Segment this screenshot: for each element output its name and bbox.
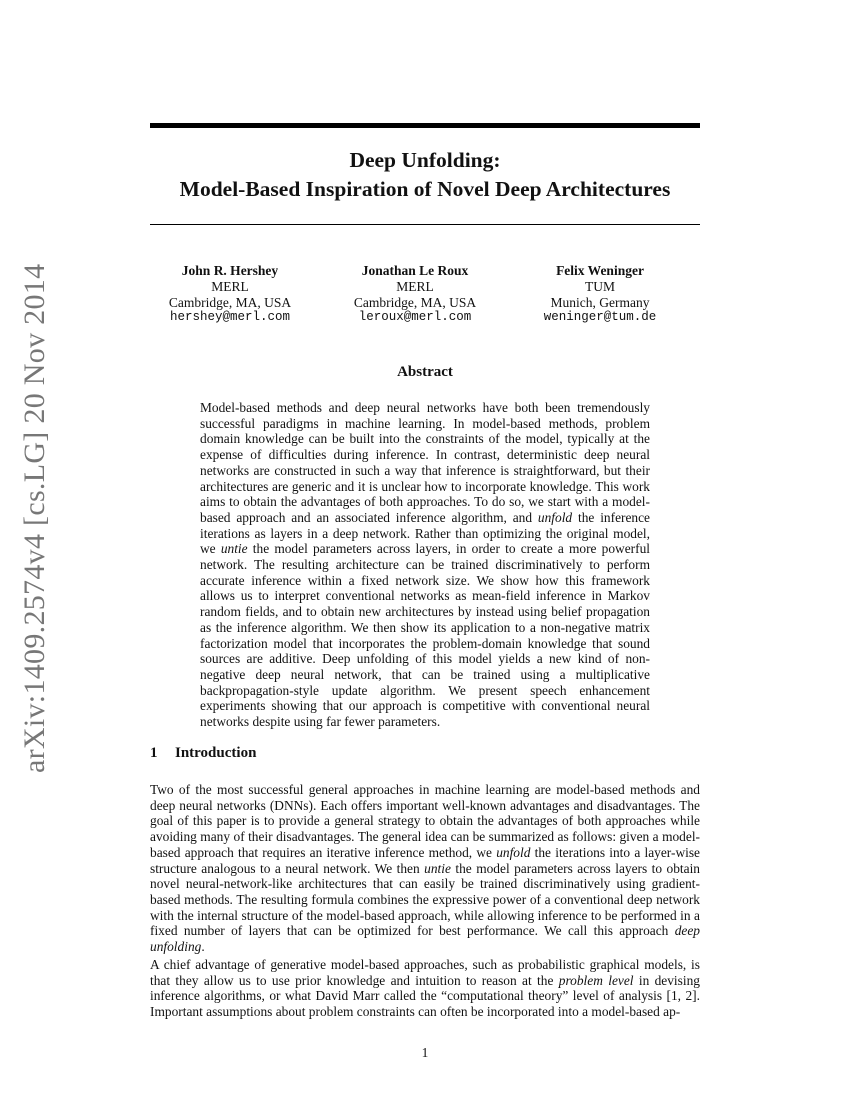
title-line-2: Model-Based Inspiration of Novel Deep Architectures xyxy=(179,177,671,201)
paragraph-text: A chief advantage of generative model-based approaches, such as probabilistic graphical models, is that they allow us to use prior knowledge and intuition to reason at the xyxy=(150,957,700,988)
paragraph-emphasis: problem level xyxy=(558,972,634,988)
title-bottom-rule xyxy=(150,224,700,225)
paragraph-text: the iterations into a layer-wise structure analogous to a neural network. We then xyxy=(150,844,700,876)
paragraph-emphasis: untie xyxy=(424,860,451,876)
paragraph-text: in devising inference algorithms, or what David Marr called the “computational theory” level of analysis [1, 2]. Important assumptions about problem constraints can often be incorporated into a model-based ap- xyxy=(150,972,700,1020)
abstract-body xyxy=(200,400,650,730)
paragraph-emphasis: unfold xyxy=(496,844,531,860)
paragraph-text: Two of the most successful general approaches in machine learning are model-based methods and deep neural networks (DNNs). Each offers important well-known advantages and disadvantages. The goal of this paper is to provide a general strategy to obtain the advantages of both approaches while avoiding many of their disadvantages. The general idea can be summarized as follows: given a model-based approach that requires an iterative inference method, we xyxy=(150,782,700,860)
author-location: Cambridge, MA, USA xyxy=(353,294,477,310)
intro-paragraph-1 xyxy=(150,782,700,955)
paper-title xyxy=(150,146,700,204)
abstract-emphasis: unfold xyxy=(537,509,573,525)
paragraph-emphasis: deep unfolding xyxy=(150,923,700,955)
author-email: hershey@merl.com xyxy=(169,310,291,325)
abstract-text: the model parameters across layers, in order to create a more powerful network. The resulting architecture can be trained discriminatively to perform accurate inference within a fixed network size. We show how this framework allows us to interpret conventional networks as mean-field inference in Markov random fields, and to obtain new architectures by instead using belief propagation as the inference algorithm. We then show its application to a non-negative matrix factorization model that incorporates the problem-domain knowledge that sound sources are additive. Deep unfolding of this model yields a new kind of non-negative deep neural network, that can be trained using a multiplicative backpropagation-style update algorithm. We present speech enhancement experiments showing that our approach is competitive with conventional neural networks despite using far fewer parameters. xyxy=(200,541,650,730)
abstract-heading: Abstract xyxy=(397,364,453,380)
author-email: leroux@merl.com xyxy=(358,310,472,325)
title-line-1: Deep Unfolding: xyxy=(349,148,501,172)
author-location: Cambridge, MA, USA xyxy=(168,294,292,310)
paragraph-text: the model parameters across layers to obtain novel neural-network-like architectures that can easily be trained discriminatively using gradient-based methods. The resulting formula combines the expressive power of a conventional deep network with the internal structure of the model-based approach, while allowing inference to be performed in a fixed number of layers that can be optimized for best performance. We call this approach xyxy=(150,860,700,939)
abstract-text: Model-based methods and deep neural networks have both been tremendously successful paradigms in machine learning. In model-based methods, problem domain knowledge can be built into the constraints of the model, typically at the expense of difficulties during inference. In contrast, deterministic deep neural networks are constructed in such a way that inference is straightforward, but their architectures are generic and it is unclear how to incorporate knowledge. This work aims to obtain the advantages of both approaches. To do so, we start with a model-based approach and an associated inference algorithm, and xyxy=(200,400,650,525)
author-name: Felix Weninger xyxy=(556,263,644,278)
author-3 xyxy=(500,263,700,326)
author-name: John R. Hershey xyxy=(181,263,279,278)
section-number: 1 xyxy=(150,745,158,761)
author-email: weninger@tum.de xyxy=(543,310,657,325)
author-affiliation: MERL xyxy=(211,278,249,294)
paragraph-text: . xyxy=(201,939,205,955)
author-name: Jonathan Le Roux xyxy=(361,263,469,278)
author-affiliation: TUM xyxy=(585,278,615,294)
intro-paragraph-2 xyxy=(150,957,700,1020)
section-title: Introduction xyxy=(175,745,257,761)
author-1 xyxy=(130,263,330,326)
author-location: Munich, Germany xyxy=(550,294,650,310)
author-2 xyxy=(315,263,515,326)
page-number: 1 xyxy=(421,1045,429,1060)
arxiv-stamp: arXiv:1409.2574v4 [cs.LG] 20 Nov 2014 xyxy=(18,263,51,773)
title-top-rule xyxy=(150,123,700,128)
abstract-text: the inference iterations as layers in a deep network. Rather than optimizing the original model, we xyxy=(200,509,651,557)
abstract-emphasis: untie xyxy=(220,541,248,557)
section-heading-introduction xyxy=(150,745,700,762)
author-affiliation: MERL xyxy=(396,278,434,294)
